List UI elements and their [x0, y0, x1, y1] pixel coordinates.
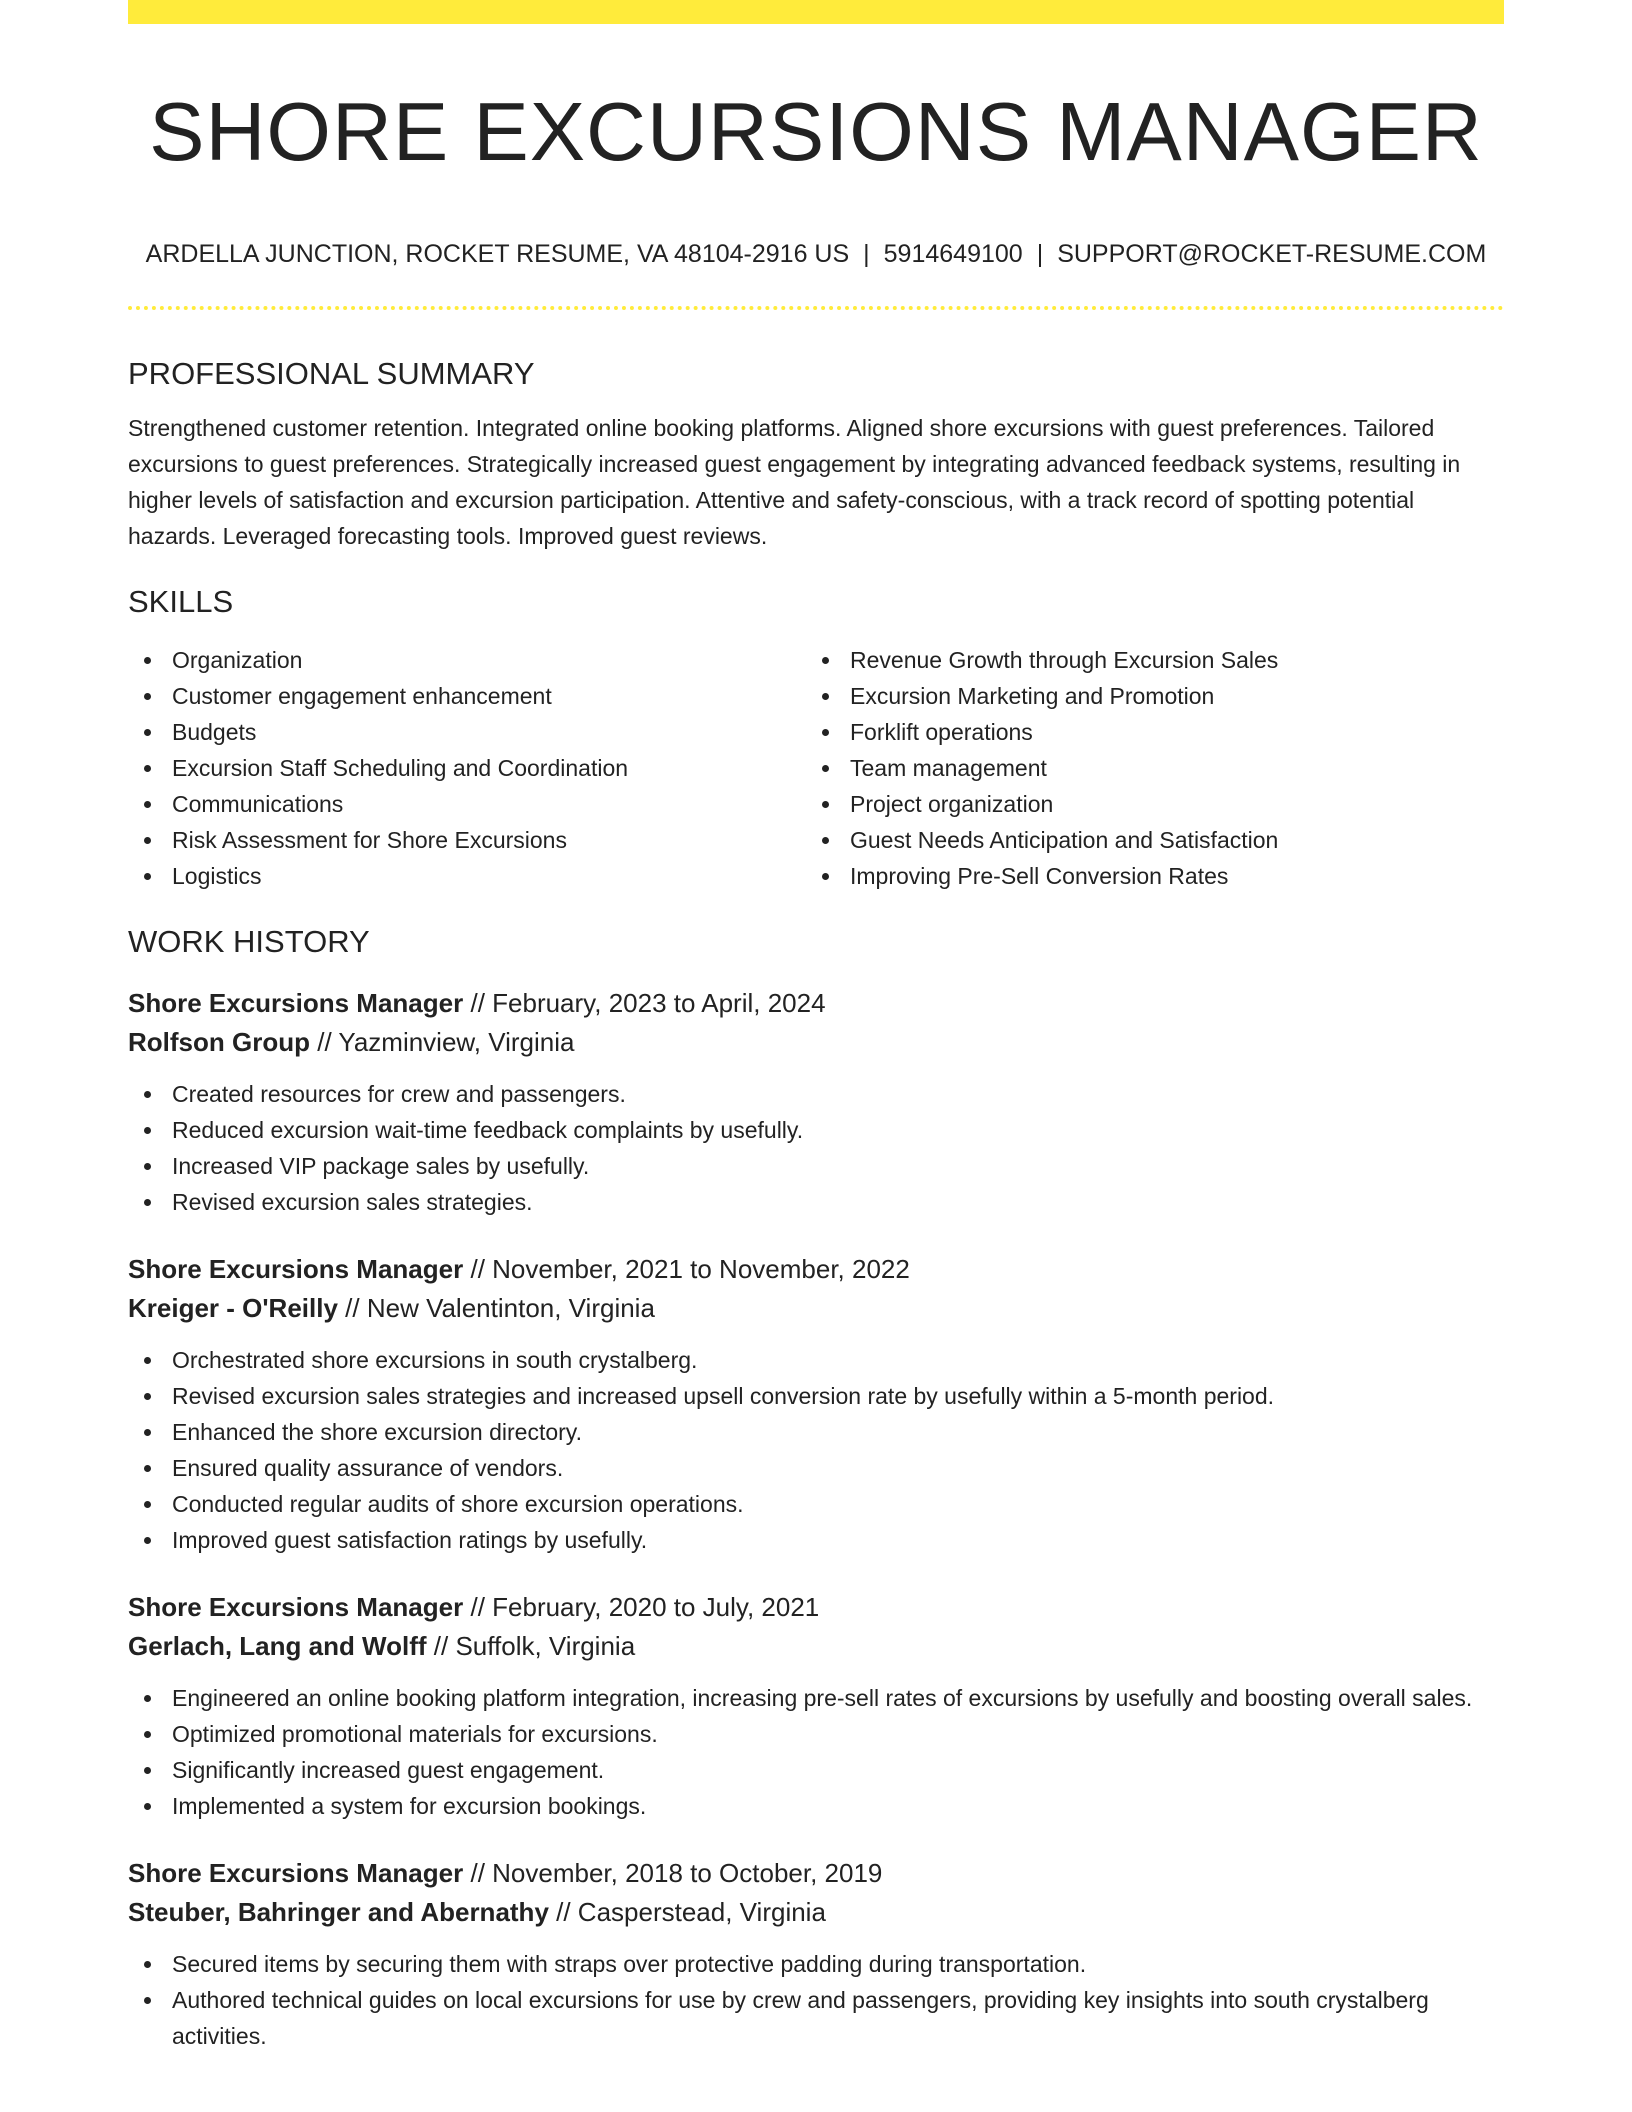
bullet-icon [822, 873, 829, 880]
contact-separator: | [1036, 240, 1044, 268]
job-bullet [128, 1788, 1504, 1824]
top-accent-bar [128, 0, 1504, 24]
job-title-line [128, 984, 1504, 1023]
job-bullet-text: Conducted regular audits of shore excursion operations. [172, 1491, 744, 1517]
bullet-icon [144, 801, 151, 808]
job-bullet [128, 1522, 1504, 1558]
skill-label: Forklift operations [850, 719, 1033, 745]
contact-line [128, 236, 1504, 272]
skills-columns [128, 642, 1504, 894]
contact-phone[interactable]: 5914649100 [883, 240, 1023, 268]
job-bullet [128, 1982, 1504, 2054]
skill-label: Logistics [172, 863, 262, 889]
bullet-icon [144, 1803, 151, 1810]
bullet-icon [144, 1731, 151, 1738]
job-title: Shore Excursions Manager [128, 1254, 464, 1284]
bullet-icon [822, 729, 829, 736]
bullet-icon [144, 1127, 151, 1134]
header-divider [128, 306, 1504, 310]
skill-label: Organization [172, 647, 303, 673]
bullet-icon [144, 693, 151, 700]
skill-label: Budgets [172, 719, 257, 745]
skills-left-column [128, 642, 806, 894]
job-bullets [128, 1946, 1504, 2054]
job-title: Shore Excursions Manager [128, 1858, 464, 1888]
bullet-icon [144, 729, 151, 736]
job-bullet-text: Revised excursion sales strategies. [172, 1189, 533, 1215]
skill-item [806, 642, 1484, 678]
skills-heading: SKILLS [128, 584, 234, 619]
contact-separator: | [863, 240, 870, 268]
job-bullet [128, 1486, 1504, 1522]
bullet-icon [822, 801, 829, 808]
bullet-icon [144, 1501, 151, 1508]
bullet-icon [822, 693, 829, 700]
job-bullet-text: Improved guest satisfaction ratings by usefully. [172, 1527, 648, 1553]
skill-label: Team management [850, 755, 1047, 781]
skills-right-column [806, 642, 1484, 894]
bullet-icon [144, 765, 151, 772]
job-bullet [128, 1752, 1504, 1788]
job-dates: // February, 2020 to July, 2021 [470, 1592, 820, 1622]
skill-item [128, 642, 806, 678]
bullet-icon [144, 1537, 151, 1544]
job-dates: // February, 2023 to April, 2024 [470, 988, 826, 1018]
job-location: // Suffolk, Virginia [433, 1631, 636, 1661]
skill-item [806, 858, 1484, 894]
job-bullet-text: Created resources for crew and passengers. [172, 1081, 626, 1107]
skill-label: Customer engagement enhancement [172, 683, 552, 709]
job-dates: // November, 2018 to October, 2019 [470, 1858, 883, 1888]
skill-item [806, 786, 1484, 822]
resume-body [128, 354, 1504, 2054]
skill-item [806, 678, 1484, 714]
skill-item [806, 750, 1484, 786]
bullet-icon [144, 1465, 151, 1472]
job-bullet-text: Optimized promotional materials for excursions. [172, 1721, 658, 1747]
bullet-icon [144, 837, 151, 844]
job-bullets [128, 1342, 1504, 1558]
skill-item [806, 714, 1484, 750]
job-company-line [128, 1893, 1504, 1932]
work-history-heading: WORK HISTORY [128, 924, 370, 959]
bullet-icon [144, 1429, 151, 1436]
job-bullet [128, 1450, 1504, 1486]
skill-label: Communications [172, 791, 344, 817]
bullet-icon [822, 837, 829, 844]
job-bullet [128, 1716, 1504, 1752]
job-company: Rolfson Group [128, 1027, 310, 1057]
job-bullet-text: Engineered an online booking platform integration, increasing pre-sell rates of excursions by usefully and boosting overall sales. [172, 1685, 1473, 1711]
job-bullet [128, 1378, 1504, 1414]
bullet-icon [144, 657, 151, 664]
bullet-icon [144, 1695, 151, 1702]
job-location: // New Valentinton, Virginia [345, 1293, 655, 1323]
skill-item [128, 750, 806, 786]
skill-label: Excursion Staff Scheduling and Coordination [172, 755, 629, 781]
bullet-icon [144, 1199, 151, 1206]
summary-heading: PROFESSIONAL SUMMARY [128, 356, 535, 391]
skill-item [128, 786, 806, 822]
job-bullet-text: Ensured quality assurance of vendors. [172, 1455, 564, 1481]
job-bullet [128, 1414, 1504, 1450]
bullet-icon [144, 1997, 151, 2004]
skill-item [128, 714, 806, 750]
job-bullet [128, 1184, 1504, 1220]
skill-label: Guest Needs Anticipation and Satisfaction [850, 827, 1279, 853]
job-company: Steuber, Bahringer and Abernathy [128, 1897, 549, 1927]
job-bullet [128, 1946, 1504, 1982]
job-title-line [128, 1250, 1504, 1289]
resume-title: SHORE EXCURSIONS MANAGER [149, 85, 1483, 178]
job-bullet [128, 1342, 1504, 1378]
bullet-icon [144, 1163, 151, 1170]
contact-address: ARDELLA JUNCTION, ROCKET RESUME, VA 48104-2916 US [145, 240, 850, 268]
bullet-icon [144, 1091, 151, 1098]
skill-label: Excursion Marketing and Promotion [850, 683, 1215, 709]
skill-label: Project organization [850, 791, 1054, 817]
skill-label: Improving Pre-Sell Conversion Rates [850, 863, 1229, 889]
job-location: // Casperstead, Virginia [556, 1897, 826, 1927]
job-bullet-text: Secured items by securing them with straps over protective padding during transportation. [172, 1951, 1087, 1977]
skill-item [128, 822, 806, 858]
job-company: Kreiger - O'Reilly [128, 1293, 338, 1323]
job-bullet-text: Increased VIP package sales by usefully. [172, 1153, 590, 1179]
skill-label: Revenue Growth through Excursion Sales [850, 647, 1279, 673]
job-bullet [128, 1148, 1504, 1184]
job-location: // Yazminview, Virginia [317, 1027, 575, 1057]
job-company-line [128, 1289, 1504, 1328]
summary-text: Strengthened customer retention. Integrated online booking platforms. Aligned shore excursions with guest preferences. Tailored excursions to guest preferences. Strategically increased guest engagement by integrating advanced feedback systems, resulting in higher levels of satisfaction and excursion participation. Attentive and safety-conscious, with a track record of spotting potential hazards. Leveraged forecasting tools. Improved guest reviews. [128, 415, 1461, 549]
skill-label: Risk Assessment for Shore Excursions [172, 827, 567, 853]
bullet-icon [144, 1357, 151, 1364]
bullet-icon [144, 1767, 151, 1774]
bullet-icon [144, 873, 151, 880]
skill-item [806, 822, 1484, 858]
job-bullets [128, 1076, 1504, 1220]
job-entry [128, 1854, 1504, 2054]
job-entry [128, 1250, 1504, 1558]
job-bullet [128, 1076, 1504, 1112]
job-title: Shore Excursions Manager [128, 988, 464, 1018]
job-title-line [128, 1588, 1504, 1627]
job-bullet-text: Significantly increased guest engagement. [172, 1757, 605, 1783]
bullet-icon [144, 1393, 151, 1400]
job-bullet-text: Orchestrated shore excursions in south crystalberg. [172, 1347, 698, 1373]
job-title-line [128, 1854, 1504, 1893]
bullet-icon [822, 765, 829, 772]
job-company-line [128, 1627, 1504, 1666]
job-bullet-text: Authored technical guides on local excursions for use by crew and passengers, providing key insights into south crystalberg activities. [172, 1987, 1429, 2049]
contact-email[interactable]: SUPPORT@ROCKET-RESUME.COM [1057, 240, 1487, 268]
job-entry [128, 1588, 1504, 1824]
job-company: Gerlach, Lang and Wolff [128, 1631, 427, 1661]
bullet-icon [822, 657, 829, 664]
skill-item [128, 678, 806, 714]
job-entry [128, 984, 1504, 1220]
job-bullet-text: Implemented a system for excursion bookings. [172, 1793, 647, 1819]
skill-item [128, 858, 806, 894]
job-bullet-text: Revised excursion sales strategies and increased upsell conversion rate by usefully within a 5-month period. [172, 1383, 1275, 1409]
job-company-line [128, 1023, 1504, 1062]
job-bullet [128, 1680, 1504, 1716]
job-bullet-text: Reduced excursion wait-time feedback complaints by usefully. [172, 1117, 804, 1143]
job-bullet [128, 1112, 1504, 1148]
job-title: Shore Excursions Manager [128, 1592, 464, 1622]
job-bullets [128, 1680, 1504, 1824]
bullet-icon [144, 1961, 151, 1968]
job-bullet-text: Enhanced the shore excursion directory. [172, 1419, 582, 1445]
job-dates: // November, 2021 to November, 2022 [470, 1254, 910, 1284]
